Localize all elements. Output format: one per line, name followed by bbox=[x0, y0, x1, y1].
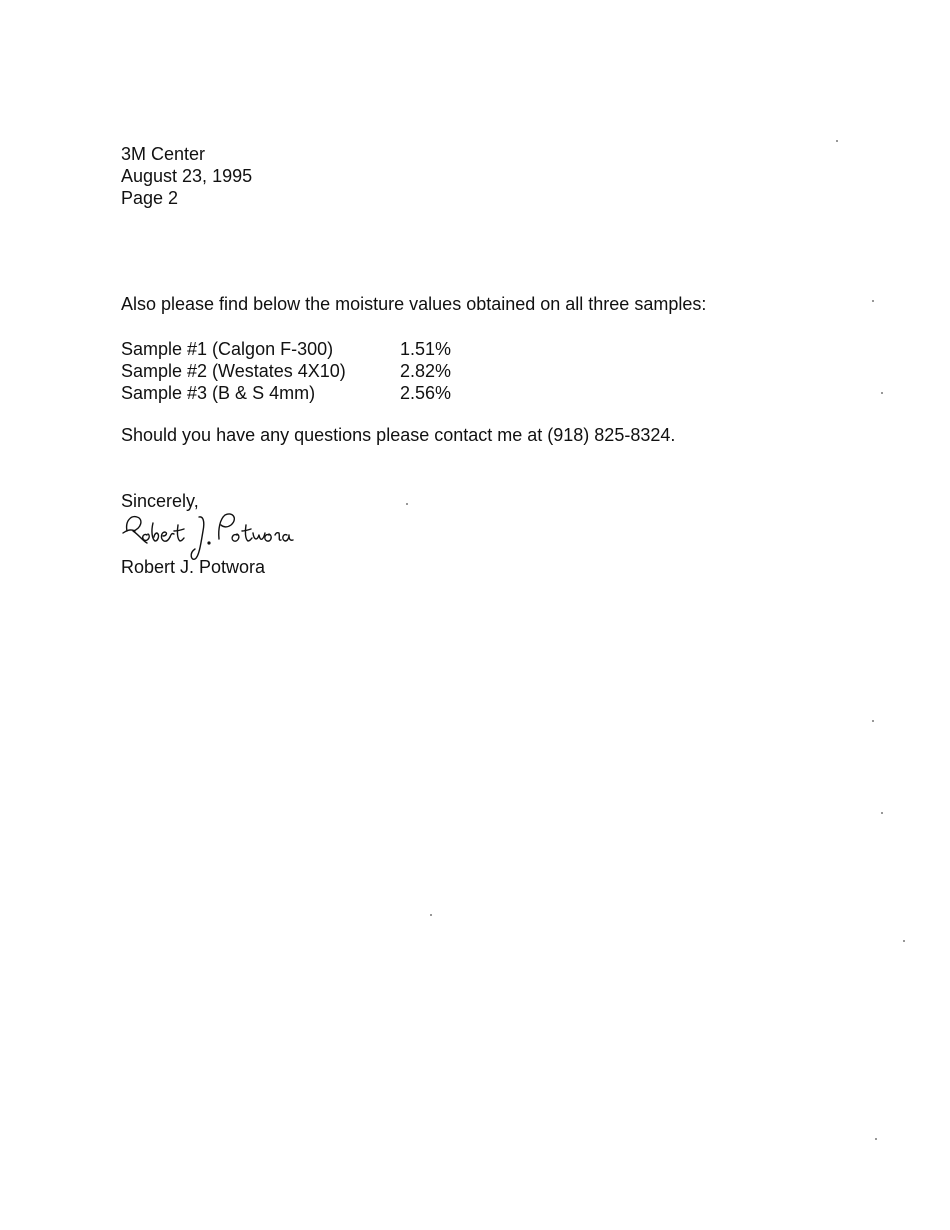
intro-paragraph: Also please find below the moisture values obtained on all three samples: bbox=[121, 294, 707, 314]
scan-speck bbox=[872, 300, 874, 302]
sample-moisture-value: 2.56% bbox=[400, 383, 452, 403]
header-page-number: Page 2 bbox=[121, 188, 179, 208]
letter-header bbox=[121, 143, 252, 209]
header-date: August 23, 1995 bbox=[121, 166, 253, 186]
closing: Sincerely, bbox=[121, 491, 199, 511]
contact-paragraph: Should you have any questions please contact me at (918) 825-8324. bbox=[121, 425, 676, 445]
scan-speck bbox=[881, 392, 883, 394]
list-item bbox=[121, 382, 451, 404]
sample-moisture-value: 1.51% bbox=[400, 339, 452, 359]
sample-name: Sample #3 (B & S 4mm) bbox=[121, 383, 316, 403]
scan-speck bbox=[881, 812, 883, 814]
signer-name: Robert J. Potwora bbox=[121, 557, 266, 577]
scan-speck bbox=[836, 140, 838, 142]
scan-speck bbox=[406, 503, 408, 505]
sample-moisture-value: 2.82% bbox=[400, 361, 452, 381]
scan-speck bbox=[430, 914, 432, 916]
scan-speck bbox=[872, 720, 874, 722]
header-recipient: 3M Center bbox=[121, 144, 206, 164]
list-item bbox=[121, 360, 451, 382]
sample-list bbox=[121, 338, 451, 404]
scan-speck bbox=[903, 940, 905, 942]
sample-name: Sample #1 (Calgon F-300) bbox=[121, 339, 334, 359]
scan-speck bbox=[875, 1138, 877, 1140]
sample-name: Sample #2 (Westates 4X10) bbox=[121, 361, 346, 381]
list-item bbox=[121, 338, 451, 360]
